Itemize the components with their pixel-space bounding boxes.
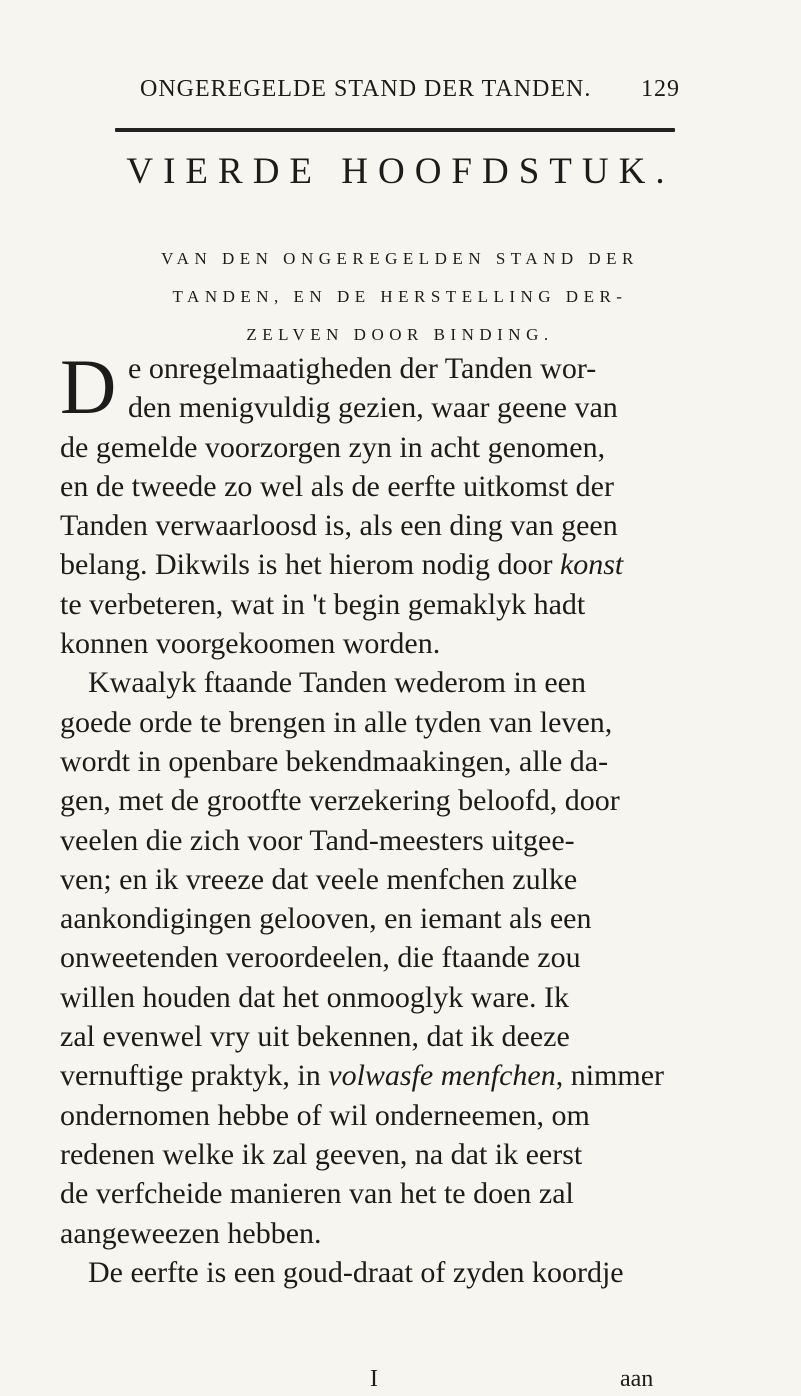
running-head [140, 76, 680, 110]
text-line: en de tweede zo wel als de eerfte uitkomst der [60, 469, 614, 503]
text-line [60, 545, 700, 584]
subtitle-line: ZELVEN DOOR BINDING. [246, 325, 554, 344]
drop-cap: D [60, 343, 117, 430]
text-line: konnen voorgekoomen worden. [60, 627, 441, 661]
text-line: ondernomen hebbe of wil onderneemen, om [60, 1098, 590, 1132]
text-line: de gemelde voorzorgen zyn in acht genomen, [60, 430, 606, 464]
text-line: Tanden verwaarloosd is, als een ding van geen [60, 509, 618, 543]
text-line: de verfcheide manieren van het te doen zal [60, 1177, 574, 1211]
chapter-title: VIERDE HOOFDSTUK. [126, 151, 675, 192]
body-text [60, 343, 700, 1292]
text-line: aankondigingen gelooven, en iemant als een [60, 902, 592, 936]
text-line: Kwaalyk ftaande Tanden wederom in een [88, 666, 586, 700]
italic-phrase: volwasfe menfchen [328, 1059, 556, 1093]
subtitle-line: VAN DEN ONGEREGELDEN STAND DER [161, 249, 639, 268]
text-line: redenen welke ik zal geeven, na dat ik eerst [60, 1137, 583, 1171]
page-number: 129 [641, 76, 680, 102]
signature-mark: I [370, 1366, 378, 1392]
text-line: wordt in openbare bekendmaakingen, alle da- [60, 744, 609, 778]
text-line: goede orde te brengen in alle tyden van leven, [60, 705, 613, 739]
subtitle-line: TANDEN, EN DE HERSTELLING DER- [172, 287, 628, 306]
text-line: De eerfte is een goud-draat of zyden koordje [88, 1255, 624, 1289]
text-line: ven; en ik vreeze dat veele menfchen zulke [60, 862, 578, 896]
catchword: aan [620, 1366, 654, 1392]
text-line [60, 1056, 700, 1095]
text-line: aangeweezen hebben. [60, 1216, 322, 1250]
chapter-subtitle [100, 240, 700, 354]
text-line: onweetenden veroordeelen, die ftaande zou [60, 941, 581, 975]
text-span: belang. Dikwils is het hierom nodig door [60, 548, 560, 582]
text-line: gen, met de grootfte verzekering beloofd, door [60, 784, 620, 818]
text-line: veelen die zich voor Tand-meesters uitgee- [60, 823, 575, 857]
italic-word: konst [559, 548, 624, 582]
page-footer [0, 1366, 801, 1396]
text-span: , nimmer [555, 1059, 665, 1093]
text-line: willen houden dat het onmooglyk ware. Ik [60, 980, 570, 1014]
header-rule [115, 128, 675, 132]
text-line: zal evenwel vry uit bekennen, dat ik deeze [60, 1020, 570, 1054]
text-line: te verbeteren, wat in 't begin gemaklyk hadt [60, 587, 586, 621]
running-title: ONGEREGELDE STAND DER TANDEN. [140, 76, 592, 102]
text-line: den menigvuldig gezien, waar geene van [128, 391, 618, 425]
text-span: vernuftige praktyk, in [60, 1059, 329, 1093]
text-line: e onregelmaatigheden der Tanden wor- [128, 352, 597, 385]
